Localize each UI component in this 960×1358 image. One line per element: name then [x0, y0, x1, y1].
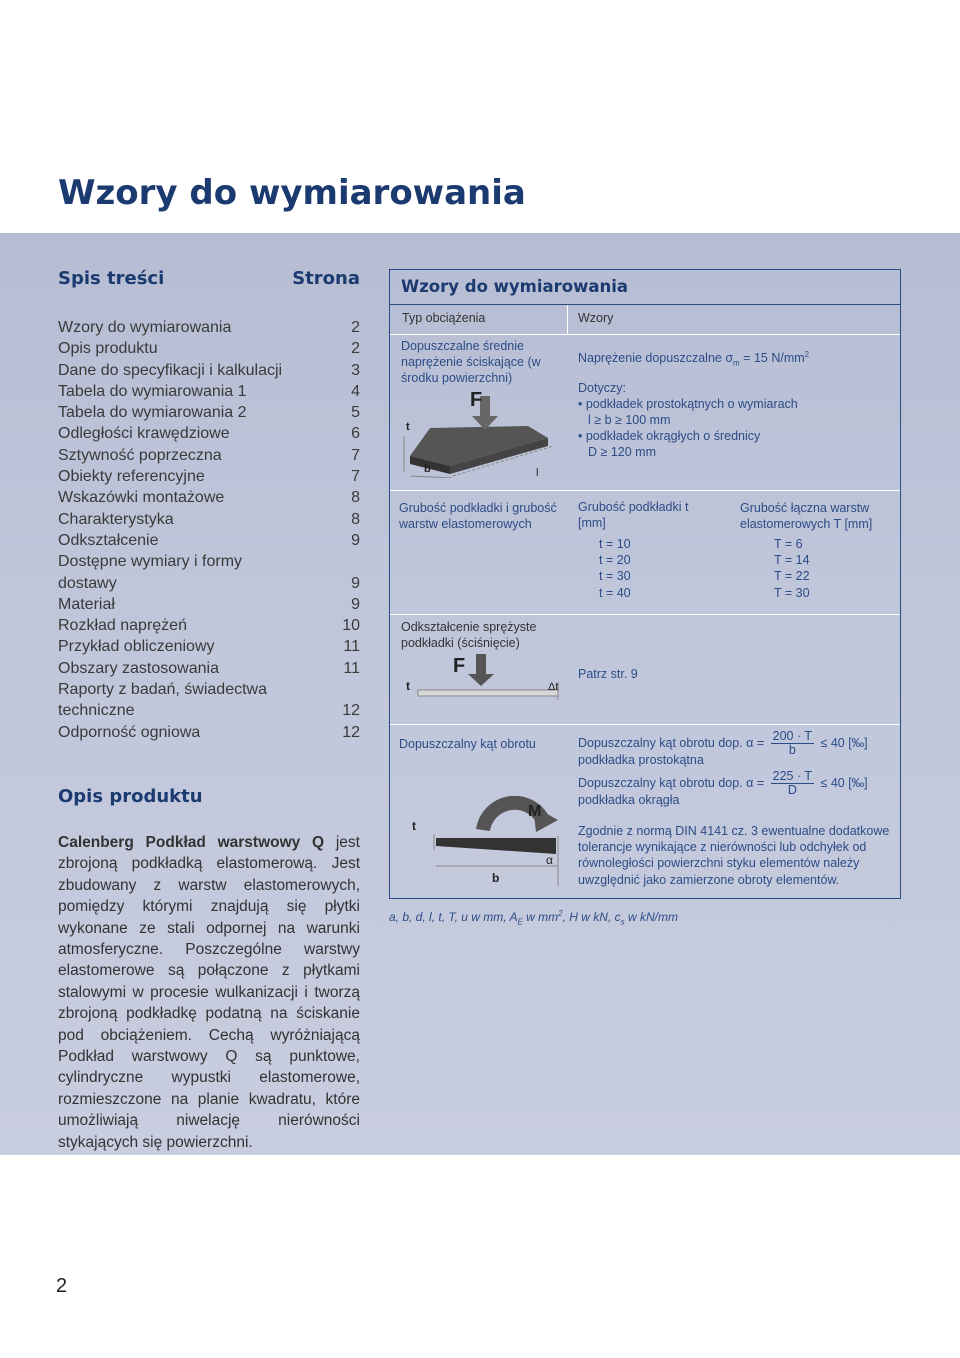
force-label: F [453, 655, 466, 677]
row1-type: Dopuszczalne średnie naprężenie ściskające (w środku powierzchni) [401, 339, 541, 386]
toc-item-page: 12 [342, 723, 360, 741]
toc-item-page: 7 [351, 446, 360, 464]
toc-page-heading: Strona [292, 268, 360, 289]
toc-item-page: 3 [351, 361, 360, 379]
fraction-denominator: b [788, 743, 796, 757]
thickness-value: t = 40 [599, 585, 631, 600]
toc-item [58, 615, 360, 636]
width-label: b [492, 871, 500, 885]
toc-item-label: Opis produktu [58, 340, 158, 358]
toc-item-label: Tabela do wymiarowania 2 [58, 404, 247, 422]
toc-item-label: Sztywność poprzeczna [58, 446, 222, 464]
page-number: 2 [56, 1275, 68, 1297]
alpha-label: α [546, 853, 553, 867]
elastomer-value: T = 14 [774, 553, 810, 568]
table-rule [390, 490, 900, 491]
toc-item-label: Tabela do wymiarowania 1 [58, 382, 247, 400]
toc-item-page: 2 [351, 340, 360, 358]
thickness-value: t = 10 [599, 537, 631, 551]
toc-item-page: 9 [351, 531, 360, 549]
toc-item-page: 9 [351, 574, 360, 592]
toc-item [58, 445, 360, 466]
col-header-load: Typ obciążenia [402, 311, 486, 325]
toc-item-page: 12 [342, 702, 360, 720]
toc-item [58, 679, 360, 722]
bullet-rect-dims: l ≥ b ≥ 100 mm [588, 413, 671, 427]
product-heading: Opis produktu [58, 786, 203, 807]
table-rule [390, 614, 900, 615]
toc-item-label: Odległości krawędziowe [58, 425, 230, 443]
table-rule [390, 334, 900, 335]
thickness-value: t = 20 [599, 553, 631, 568]
applies-label: Dotyczy: [578, 381, 626, 395]
toc-item-label: Materiał [58, 595, 115, 613]
toc-item-label: Odporność ogniowa [58, 723, 201, 741]
row2-type: Grubość podkładki i grubość warstw elastomerowych [399, 501, 557, 532]
toc-item [58, 423, 360, 444]
toc-item [58, 360, 360, 381]
formula-table-title: Wzory do wymiarowania [401, 277, 629, 296]
col-header-formula: Wzory [578, 311, 614, 325]
thickness-label: t [406, 421, 410, 433]
toc-item-page: 11 [343, 638, 360, 656]
width-label: b [424, 463, 431, 475]
toc-item [58, 338, 360, 359]
moment-label: M [528, 803, 542, 820]
toc-item-page: 8 [351, 489, 360, 507]
toc-item-label: Rozkład naprężeń [58, 617, 187, 635]
toc-item-page: 11 [343, 659, 360, 677]
toc-item-label: Przykład obliczeniowy [58, 638, 215, 656]
units-note: a, b, d, l, t, T, u w mm, $A_E$ w $mm^2$, H w kN, $c_s$ w kN/mm [389, 909, 678, 927]
table-column-rule [567, 305, 568, 335]
product-text: jest zbrojoną podkładką elastomerową. Jest zbudowany z warstw elastomerowych, pomiędzy którymi znajdują się płytki wykonane ze stali odpornej na warunki atmosferyczne. Poszczególne warstwy elastomerowe są połączone z płytkami stalowymi w procesie wulkanizacji i tworzą zbrojoną podkładkę podatną na ściskanie pod obciążeniem. Cechą wyróżniającą Podkład warstwowy Q są punktowe, cylindryczne wypustki elastomerowe, rozmieszczone na planie kwadratu, które umożliwiają niwelację nierówności stykających się powierzchni. [58, 834, 360, 1151]
rotation-rect-formula: Dopuszczalny kąt obrotu dop. α = $\frac{200 \cdot T}{b}$ ≤ 40 [‰] [578, 729, 868, 757]
rotation-round-formula: Dopuszczalny kąt obrotu dop. α = $\frac{225 \cdot T}{D}$ ≤ 40 [‰] [578, 769, 868, 797]
formula-table [389, 269, 901, 899]
thickness-label: t [406, 679, 410, 693]
toc-item [58, 530, 360, 551]
elastomer-value: T = 6 [774, 537, 803, 551]
elastomer-value: T = 30 [774, 585, 810, 600]
toc-item-page: 4 [351, 382, 360, 400]
toc-item-label: Dostępne wymiary i formy dostawy [58, 553, 243, 592]
force-label: F [470, 389, 483, 411]
thickness-value: t = 30 [599, 569, 631, 584]
row3-type: Odkształcenie sprężyste podkładki (ściśnięcie) [401, 620, 537, 651]
toc-item-page: 10 [342, 617, 360, 635]
toc-item [58, 658, 360, 679]
fraction-denominator: D [787, 783, 797, 797]
toc-item [58, 594, 360, 615]
toc-item-page: 2 [351, 319, 360, 336]
toc-item-page: 5 [351, 404, 360, 422]
toc-item [58, 402, 360, 423]
fraction-numerator: 225 · T [772, 769, 813, 783]
table-rule [390, 724, 900, 725]
toc-item [58, 636, 360, 657]
toc-item [58, 487, 360, 508]
elastomer-col-header: Grubość łączna warstw elastomerowych T [mm] [740, 501, 873, 532]
product-lead: Calenberg Podkład warstwowy Q [58, 834, 325, 851]
delta-thickness-label: Δt [548, 681, 559, 693]
compression-plate-figure [398, 386, 563, 478]
toc-item-label: Obiekty referencyjne [58, 468, 205, 486]
rotation-round-label: podkładka okrągła [578, 793, 680, 807]
toc-item-page: 9 [351, 595, 360, 613]
rotation-rect-label: podkładka prostokątna [578, 753, 704, 767]
deformation-reference: Patrz str. 9 [578, 667, 638, 681]
table-rule [390, 304, 900, 305]
toc-item [58, 466, 360, 487]
toc-item-label: Wzory do wymiarowania [58, 319, 232, 336]
toc-item-label: Charakterystyka [58, 510, 174, 528]
toc-item-page: 6 [351, 425, 360, 443]
toc-item [58, 381, 360, 402]
toc-header [58, 268, 360, 289]
product-description [58, 832, 360, 1153]
toc-item-label: Obszary zastosowania [58, 659, 219, 677]
toc-item [58, 509, 360, 530]
toc-item-label: Wskazówki montażowe [58, 489, 225, 507]
toc-list [58, 317, 360, 743]
row4-type: Dopuszczalny kąt obrotu [399, 737, 536, 751]
toc-item [58, 551, 360, 594]
toc-item [58, 722, 360, 743]
din-note: Zgodnie z normą DIN 4141 cz. 3 ewentualne dodatkowe tolerancje wynikające z nierówności lub odchyłek od równoległości powierzchni styku elementów należy uwzględnić jako zamierzone obroty elementów. [578, 824, 890, 887]
toc-item-label: Odkształcenie [58, 531, 159, 549]
elastomer-values [774, 536, 810, 601]
length-label: l [536, 467, 539, 478]
deformation-figure [398, 652, 568, 702]
bullet-rect: • podkładek prostokątnych o wymiarach [578, 397, 798, 411]
page-title: Wzory do wymiarowania [58, 173, 526, 213]
toc-item [58, 317, 360, 338]
rotation-figure [398, 796, 568, 888]
stress-line: Naprężenie dopuszczalne $\sigma_m = 15$ $N/mm^2$ [578, 350, 810, 368]
toc-item-page: 7 [351, 468, 360, 486]
bullet-round-dims: D ≥ 120 mm [588, 445, 656, 459]
fraction-numerator: 200 · T [772, 729, 813, 743]
toc-item-label: Raporty z badań, świadectwa techniczne [58, 681, 267, 720]
thickness-label: t [412, 819, 416, 833]
toc-item-page: 8 [351, 510, 360, 528]
bullet-round: • podkładek okrągłych o średnicy [578, 429, 761, 443]
thickness-values [599, 536, 631, 601]
toc-heading: Spis treści [58, 268, 165, 289]
toc-item-label: Dane do specyfikacji i kalkulacji [58, 361, 283, 379]
elastomer-value: T = 22 [774, 569, 810, 584]
thickness-col-header: Grubość podkładki t [mm] [578, 500, 689, 531]
